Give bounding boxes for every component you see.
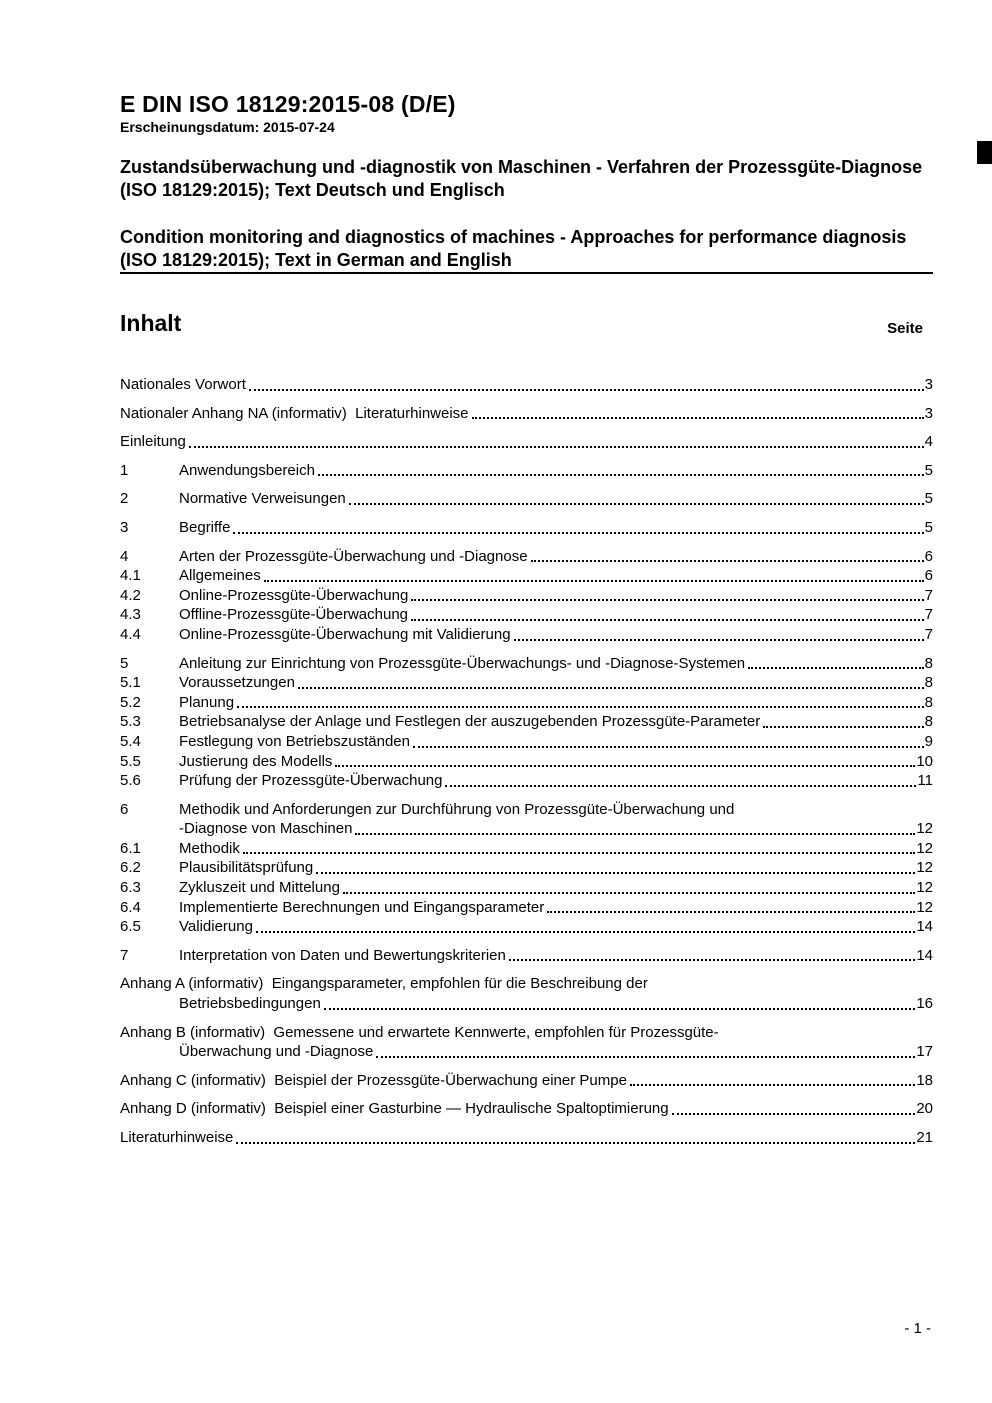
toc-entry-page: 12 — [916, 859, 933, 877]
toc-entry-page: 3 — [924, 404, 933, 422]
toc-leader-dots — [472, 417, 924, 419]
toc-entry-number: 6.1 — [120, 839, 141, 857]
toc-entry-title: Allgemeines — [179, 567, 261, 585]
toc-entry-title: Zykluszeit und Mittelung — [179, 879, 340, 897]
toc-entry-title: -Diagnose von Maschinen — [179, 820, 353, 838]
toc-entry — [120, 605, 933, 625]
toc-leader-dots — [509, 959, 915, 961]
toc-entry-page: 7 — [924, 625, 933, 643]
page-number-footer: - 1 - — [904, 1320, 931, 1337]
toc-entry-page: 3 — [924, 376, 933, 393]
toc-entry-page: 17 — [916, 1043, 933, 1061]
toc-entry — [120, 673, 933, 693]
toc-entry-title: Anleitung zur Einrichtung von Prozessgüte-Überwachungs- und -Diagnose-Systemen — [179, 654, 746, 672]
toc-leader-dots — [376, 1056, 915, 1058]
toc-entry-title: Begriffe — [179, 518, 231, 536]
toc-entry — [120, 654, 933, 674]
toc-leader-dots — [514, 639, 924, 641]
toc-entry — [120, 1128, 933, 1148]
toc-leader-dots — [249, 389, 924, 391]
toc-entry-number: 7 — [120, 946, 129, 964]
toc-entry-page: 8 — [924, 693, 933, 711]
toc-entry — [120, 404, 933, 424]
title-german: Zustandsüberwachung und -diagnostik von Maschinen - Verfahren der Prozessgüte-Diagnose (ISO 18129:2015); Text Deutsch und Englisch — [120, 157, 923, 200]
toc-entry-number: 6 — [120, 800, 129, 818]
toc-entry-continuation — [120, 819, 933, 839]
toc-entry — [120, 566, 933, 586]
toc-leader-dots — [355, 833, 915, 835]
toc-entry — [120, 461, 933, 481]
toc-leader-dots — [763, 726, 923, 728]
toc-entry-title: Anhang B (informativ) Gemessene und erwartete Kennwerte, empfohlen für Prozessgüte- — [120, 1023, 719, 1041]
toc-entry-number: 4.3 — [120, 606, 141, 624]
toc-entry — [120, 1071, 933, 1091]
toc-leader-dots — [237, 706, 924, 708]
toc-leader-dots — [445, 785, 916, 787]
toc-entry-title: Anwendungsbereich — [179, 461, 315, 479]
toc-entry — [120, 489, 933, 509]
toc-entry-number: 6.5 — [120, 918, 141, 936]
toc-entry-page: 20 — [916, 1100, 933, 1118]
toc-entry-title: Implementierte Berechnungen und Eingangsparameter — [179, 898, 545, 916]
toc-entry-number: 6.4 — [120, 898, 141, 916]
toc-entry-page: 6 — [924, 547, 933, 565]
toc-leader-dots — [335, 765, 915, 767]
toc-entry-number: 6.2 — [120, 859, 141, 877]
toc-entry-title: Online-Prozessgüte-Überwachung mit Validierung — [179, 625, 511, 643]
toc-entry-title: Betriebsbedingungen — [179, 995, 321, 1013]
toc-entry-title: Nationaler Anhang NA (informativ) Literaturhinweise — [120, 404, 469, 422]
toc-entry-number: 5.4 — [120, 732, 141, 750]
toc-entry-page: 12 — [916, 898, 933, 916]
toc-entry-page: 12 — [916, 820, 933, 838]
toc-entry-title: Anhang C (informativ) Beispiel der Prozessgüte-Überwachung einer Pumpe — [120, 1071, 627, 1089]
toc-entry-continuation — [120, 994, 933, 1014]
toc-entry — [120, 732, 933, 752]
toc-entry-page: 12 — [916, 879, 933, 897]
toc-entry — [120, 974, 933, 994]
toc-entry-title: Methodik — [179, 839, 240, 857]
scan-edge-mark — [977, 141, 992, 164]
toc-entry — [120, 800, 933, 820]
toc-entry-page: 14 — [916, 946, 933, 964]
toc-entry-number: 3 — [120, 518, 129, 536]
toc-entry-page: 16 — [916, 995, 933, 1013]
toc-entry-title: Planung — [179, 693, 235, 711]
toc-leader-dots — [413, 746, 924, 748]
toc-entry-page: 10 — [916, 752, 933, 770]
toc-entry — [120, 858, 933, 878]
toc-entry-page: 6 — [924, 567, 933, 585]
toc-leader-dots — [243, 852, 915, 854]
toc-leader-dots — [236, 1142, 915, 1144]
toc-entry-title: Literaturhinweise — [120, 1129, 234, 1146]
toc-leader-dots — [318, 474, 924, 476]
toc-entry-page: 11 — [917, 772, 933, 790]
toc-entry — [120, 432, 933, 452]
toc-entry — [120, 712, 933, 732]
toc-leader-dots — [411, 619, 924, 621]
toc-entry-page: 9 — [924, 732, 933, 750]
toc-leader-dots — [298, 687, 924, 689]
toc-entry — [120, 1099, 933, 1119]
toc-entry-title: Überwachung und -Diagnose — [179, 1043, 374, 1061]
toc-header — [120, 311, 933, 337]
toc-entry-page: 4 — [924, 433, 933, 451]
toc-entry — [120, 917, 933, 937]
toc-leader-dots — [672, 1113, 916, 1115]
toc-entry-page: 21 — [916, 1129, 933, 1146]
toc-leader-dots — [324, 1008, 916, 1010]
toc-leader-dots — [748, 667, 924, 669]
toc-entry-page: 5 — [924, 461, 933, 479]
toc-entry-title: Prüfung der Prozessgüte-Überwachung — [179, 772, 443, 790]
toc-entry-number: 4.2 — [120, 586, 141, 604]
toc-entry — [120, 586, 933, 606]
toc-entry-page: 8 — [924, 674, 933, 692]
toc-page-column-label: Seite — [887, 320, 923, 337]
toc-entry — [120, 1023, 933, 1043]
toc-entry-page: 12 — [916, 839, 933, 857]
toc-leader-dots — [630, 1084, 915, 1086]
toc-entry-title: Voraussetzungen — [179, 674, 295, 692]
toc-entry-continuation — [120, 1042, 933, 1062]
toc-entry-title: Einleitung — [120, 433, 186, 451]
toc-entry-page: 14 — [916, 918, 933, 936]
toc-entry-page: 7 — [924, 606, 933, 624]
toc-leader-dots — [547, 911, 915, 913]
toc-entry — [120, 518, 933, 538]
toc-entry-page: 7 — [924, 586, 933, 604]
toc-entry — [120, 878, 933, 898]
toc-entry — [120, 946, 933, 966]
toc-entry-number: 5.2 — [120, 693, 141, 711]
toc-entry-title: Festlegung von Betriebszuständen — [179, 732, 410, 750]
toc-leader-dots — [233, 532, 923, 534]
toc-leader-dots — [189, 446, 924, 448]
toc-entry — [120, 625, 933, 645]
toc-entry — [120, 375, 933, 395]
toc-entry-number: 4.4 — [120, 625, 141, 643]
toc-entry-title: Plausibilitätsprüfung — [179, 859, 314, 877]
toc-entry — [120, 547, 933, 567]
toc-entry-title: Validierung — [179, 918, 253, 936]
toc-entry-page: 5 — [924, 518, 933, 536]
toc-entry-title: Anhang D (informativ) Beispiel einer Gasturbine — Hydraulische Spaltoptimierung — [120, 1100, 669, 1118]
toc-entry-title: Justierung des Modells — [179, 752, 333, 770]
toc-leader-dots — [316, 872, 915, 874]
toc-leader-dots — [343, 892, 915, 894]
toc-entry-title: Anhang A (informativ) Eingangsparameter, empfohlen für die Beschreibung der — [120, 975, 648, 993]
toc-entry — [120, 771, 933, 791]
document-number: E DIN ISO 18129:2015-08 (D/E) — [120, 91, 456, 117]
publication-date: Erscheinungsdatum: 2015-07-24 — [120, 119, 335, 135]
toc-entry — [120, 752, 933, 772]
table-of-contents — [120, 366, 933, 1148]
toc-entry-number: 5 — [120, 654, 129, 672]
toc-leader-dots — [264, 580, 924, 582]
toc-entry-title: Online-Prozessgüte-Überwachung — [179, 586, 409, 604]
toc-entry-number: 6.3 — [120, 879, 141, 897]
toc-entry-number: 5.1 — [120, 674, 141, 692]
toc-entry-page: 5 — [924, 490, 933, 508]
toc-leader-dots — [349, 503, 924, 505]
toc-entry-page: 8 — [924, 654, 933, 672]
toc-leader-dots — [531, 560, 924, 562]
toc-heading: Inhalt — [120, 310, 182, 336]
toc-entry-title: Nationales Vorwort — [120, 376, 246, 393]
toc-leader-dots — [256, 931, 915, 933]
toc-entry-title: Methodik und Anforderungen zur Durchführung von Prozessgüte-Überwachung und — [179, 800, 735, 818]
toc-entry-title: Normative Verweisungen — [179, 490, 346, 508]
toc-entry-number: 1 — [120, 461, 129, 479]
toc-entry-number: 5.6 — [120, 772, 141, 790]
toc-entry-page: 8 — [924, 713, 933, 731]
toc-entry-number: 5.5 — [120, 752, 141, 770]
toc-entry-number: 2 — [120, 490, 129, 508]
toc-entry-page: 18 — [916, 1071, 933, 1089]
toc-entry — [120, 839, 933, 859]
toc-entry-title: Offline-Prozessgüte-Überwachung — [179, 606, 409, 624]
toc-entry-number: 5.3 — [120, 713, 141, 731]
toc-entry-title: Betriebsanalyse der Anlage und Festlegen der auszugebenden Prozessgüte-Parameter — [179, 713, 761, 731]
toc-entry-title: Interpretation von Daten und Bewertungskriterien — [179, 946, 506, 964]
title-english: Condition monitoring and diagnostics of machines - Approaches for performance diagnosis (ISO 18129:2015); Text in German and English — [120, 227, 907, 270]
toc-leader-dots — [411, 599, 923, 601]
toc-entry-title: Arten der Prozessgüte-Überwachung und -Diagnose — [179, 547, 528, 565]
toc-entry — [120, 898, 933, 918]
header-divider — [120, 272, 933, 274]
toc-entry-number: 4 — [120, 547, 129, 565]
toc-entry-number: 4.1 — [120, 567, 141, 585]
toc-entry — [120, 693, 933, 713]
